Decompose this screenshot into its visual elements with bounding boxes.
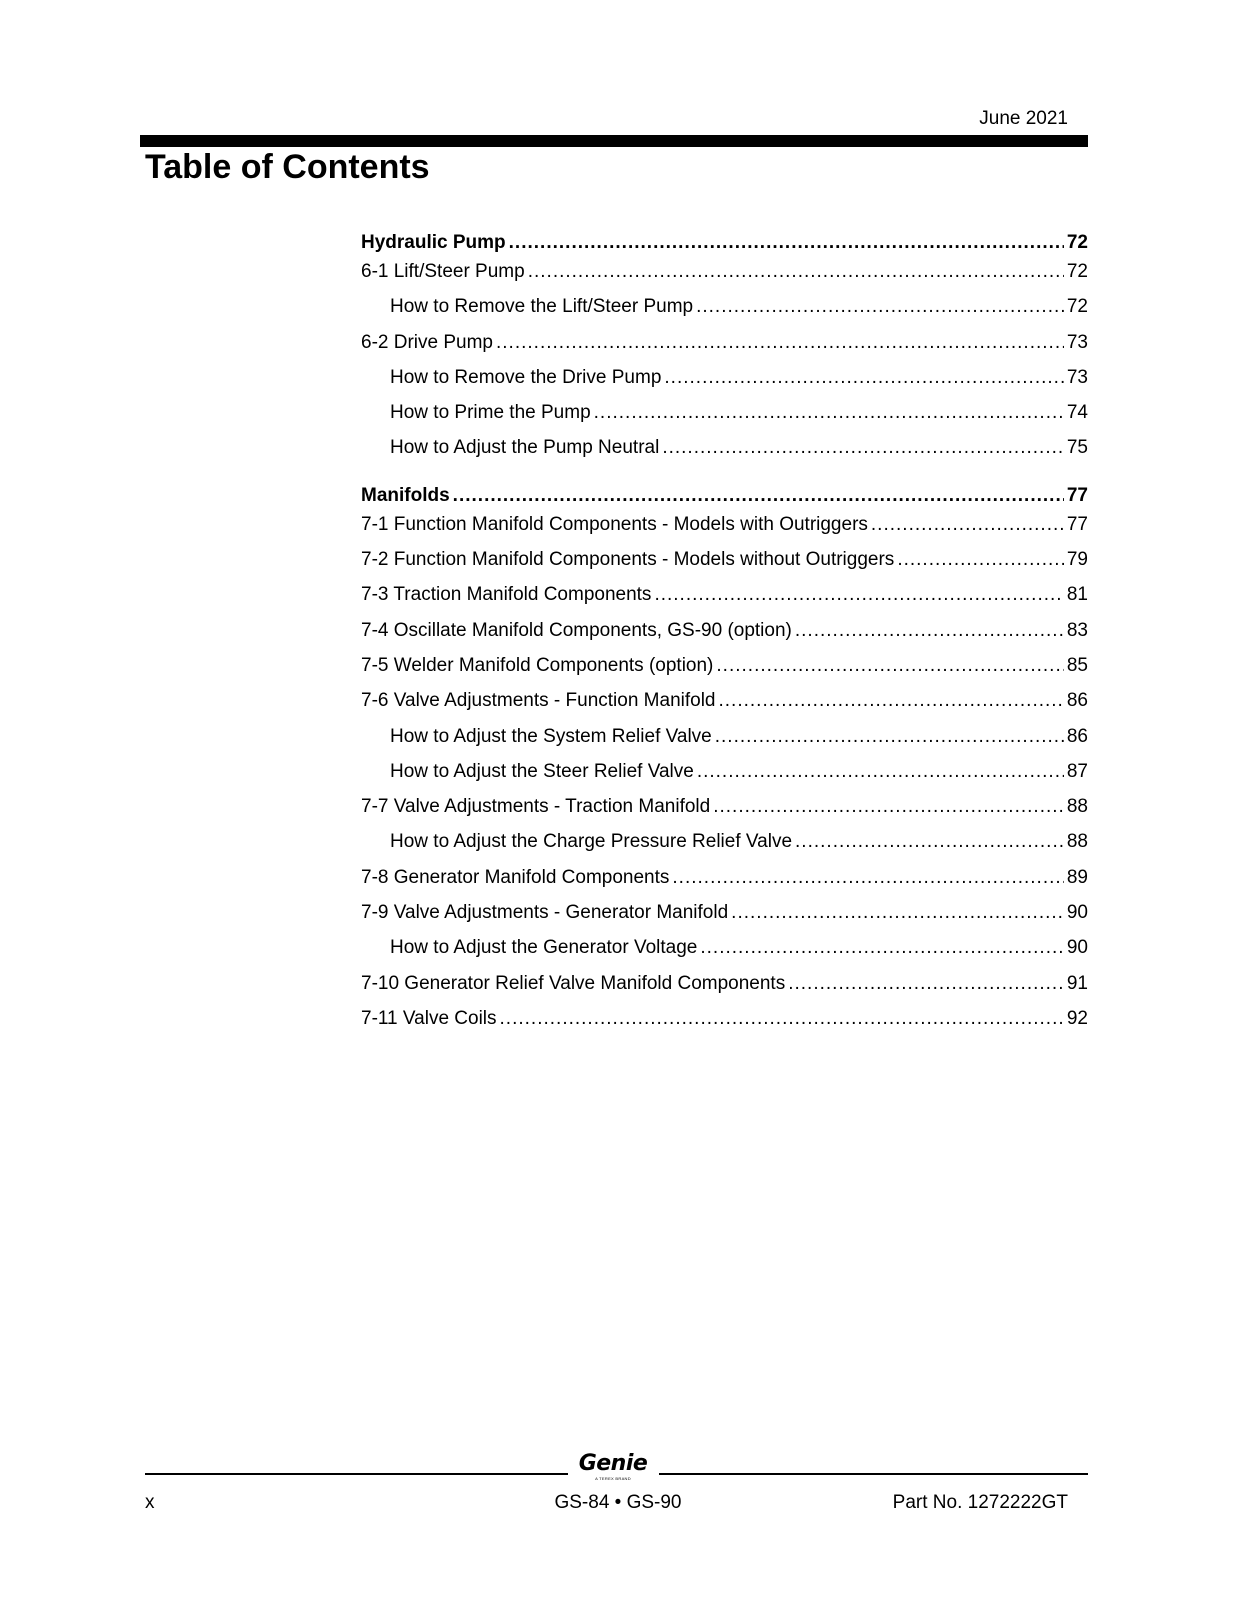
toc-entry-title: How to Prime the Pump (390, 402, 591, 424)
toc-dot-leader (788, 973, 1064, 995)
toc-entry-title: 7-8 Generator Manifold Components (361, 866, 670, 888)
toc-entry[interactable] (361, 514, 1088, 549)
footer-rule-right (659, 1473, 1088, 1475)
toc-dot-leader (731, 902, 1064, 924)
toc-entry-page: 86 (1066, 690, 1088, 712)
footer-rule-left (145, 1473, 568, 1475)
toc-entry[interactable] (361, 261, 1088, 296)
toc-entry-page: 92 (1066, 1007, 1088, 1029)
toc-dot-leader (716, 655, 1063, 677)
toc-dot-leader (715, 726, 1064, 748)
toc-dot-leader (700, 937, 1064, 959)
toc-dot-leader (672, 867, 1063, 889)
toc-dot-leader (664, 367, 1063, 389)
toc-entry-title: 7-2 Function Manifold Components - Models without Outriggers (361, 549, 895, 571)
toc-entry-title: 7-5 Welder Manifold Components (option) (361, 654, 714, 676)
toc-dot-leader (662, 437, 1064, 459)
footer-page-number: x (145, 1492, 155, 1513)
toc-entry[interactable] (361, 867, 1088, 902)
header-date: June 2021 (979, 108, 1068, 129)
toc-entry-page: 72 (1066, 232, 1088, 253)
toc-entry-title: 7-3 Traction Manifold Components (361, 584, 652, 606)
toc-entry-page: 88 (1066, 796, 1088, 818)
toc-entry[interactable] (361, 437, 1088, 472)
toc-dot-leader (795, 620, 1064, 642)
toc-entry-title: How to Adjust the Charge Pressure Relief Valve (390, 831, 793, 853)
toc-entry[interactable] (361, 296, 1088, 331)
toc-entry-title: Hydraulic Pump (361, 232, 506, 253)
toc-entry-title: 7-7 Valve Adjustments - Traction Manifold (361, 796, 711, 818)
toc-entry[interactable] (361, 584, 1088, 619)
toc-list (361, 232, 1088, 1043)
toc-entry[interactable] (361, 232, 1088, 261)
header-rule (140, 135, 1088, 147)
toc-dot-leader (453, 485, 1064, 507)
toc-entry-page: 81 (1066, 584, 1088, 606)
toc-entry[interactable] (361, 902, 1088, 937)
toc-entry-page: 87 (1066, 760, 1088, 782)
toc-entry-title: 6-1 Lift/Steer Pump (361, 261, 525, 282)
toc-entry[interactable] (361, 831, 1088, 866)
toc-dot-leader (871, 514, 1064, 536)
toc-entry[interactable] (361, 402, 1088, 437)
toc-entry-page: 83 (1066, 619, 1088, 641)
toc-entry-title: How to Remove the Lift/Steer Pump (390, 296, 694, 318)
toc-entry-page: 86 (1066, 725, 1088, 747)
toc-entry-page: 73 (1066, 366, 1088, 388)
toc-entry[interactable] (361, 690, 1088, 725)
toc-entry-title: 7-10 Generator Relief Valve Manifold Components (361, 972, 786, 994)
toc-entry-title: 7-6 Valve Adjustments - Function Manifold (361, 690, 716, 712)
toc-entry-title: How to Adjust the System Relief Valve (390, 725, 712, 747)
logo-wordmark: Genie (578, 1451, 648, 1476)
toc-dot-leader (496, 332, 1064, 354)
toc-entry-title: How to Adjust the Steer Relief Valve (390, 760, 694, 782)
toc-entry[interactable] (361, 549, 1088, 584)
toc-entry-page: 79 (1066, 549, 1088, 571)
toc-entry-title: 6-2 Drive Pump (361, 331, 493, 353)
toc-entry-title: 7-11 Valve Coils (361, 1007, 497, 1029)
toc-entry-title: 7-1 Function Manifold Components - Models with Outriggers (361, 513, 868, 535)
toc-entry-page: 91 (1066, 972, 1088, 994)
toc-entry-title: Manifolds (361, 484, 450, 506)
toc-entry[interactable] (361, 332, 1088, 367)
toc-entry-page: 88 (1066, 831, 1088, 853)
toc-dot-leader (500, 1008, 1064, 1030)
toc-dot-leader (897, 549, 1064, 571)
toc-entry-title: How to Adjust the Generator Voltage (390, 937, 698, 959)
toc-entry-title: How to Adjust the Pump Neutral (390, 437, 660, 459)
toc-entry-page: 72 (1066, 296, 1088, 318)
genie-logo (573, 1452, 653, 1486)
toc-entry[interactable] (361, 726, 1088, 761)
toc-entry[interactable] (361, 1008, 1088, 1043)
toc-entry-page: 85 (1066, 654, 1088, 676)
footer-models: GS-84 • GS-90 (554, 1492, 682, 1513)
toc-entry-page: 74 (1066, 402, 1088, 424)
toc-entry[interactable] (361, 937, 1088, 972)
logo-tagline: A TEREX BRAND (595, 1476, 631, 1481)
toc-entry[interactable] (361, 761, 1088, 796)
toc-entry[interactable] (361, 367, 1088, 402)
toc-dot-leader (795, 831, 1064, 853)
toc-entry-title: 7-4 Oscillate Manifold Components, GS-90 (option) (361, 619, 792, 641)
toc-dot-leader (509, 232, 1064, 254)
toc-entry[interactable] (361, 973, 1088, 1008)
toc-entry[interactable] (361, 796, 1088, 831)
toc-entry-page: 89 (1066, 866, 1088, 888)
toc-entry-page: 73 (1066, 331, 1088, 353)
toc-dot-leader (654, 584, 1063, 606)
toc-entry-page: 77 (1066, 484, 1088, 506)
toc-dot-leader (713, 796, 1064, 818)
toc-entry-page: 90 (1066, 902, 1088, 924)
toc-entry-page: 75 (1066, 437, 1088, 459)
toc-dot-leader (696, 296, 1064, 318)
toc-entry[interactable] (361, 485, 1088, 514)
toc-dot-leader (594, 402, 1064, 424)
toc-dot-leader (697, 761, 1064, 783)
page-title: Table of Contents (145, 148, 430, 186)
toc-entry-page: 72 (1066, 261, 1088, 282)
toc-entry-page: 90 (1066, 937, 1088, 959)
toc-entry[interactable] (361, 620, 1088, 655)
toc-dot-leader (528, 261, 1064, 283)
toc-entry-title: 7-9 Valve Adjustments - Generator Manifold (361, 902, 729, 924)
toc-entry-page: 77 (1066, 513, 1088, 535)
footer-part-number: Part No. 1272222GT (892, 1492, 1068, 1513)
toc-entry[interactable] (361, 655, 1088, 690)
toc-entry-title: How to Remove the Drive Pump (390, 366, 662, 388)
toc-dot-leader (719, 690, 1064, 712)
